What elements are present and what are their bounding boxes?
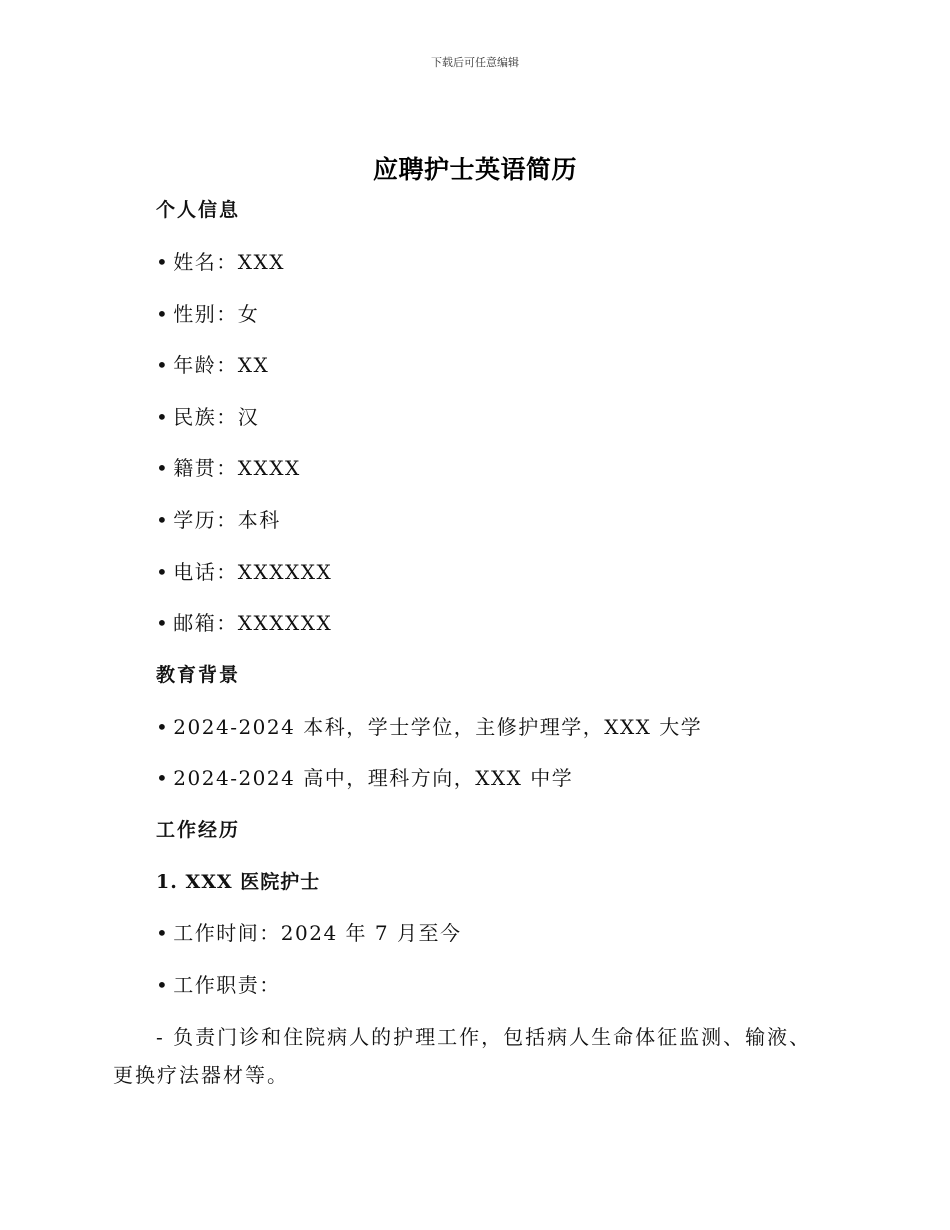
bullet-mark: • xyxy=(156,508,170,532)
bullet-mark: • xyxy=(156,715,170,739)
bullet-mark: • xyxy=(156,405,170,429)
personal-info-item: • 姓名：XXX xyxy=(156,250,286,274)
personal-info-item: • 学历：本科 xyxy=(156,508,281,532)
education-item: • 2024-2024 本科，学士学位，主修护理学，XXX 大学 xyxy=(156,715,703,739)
personal-info-item: • 年龄：XX xyxy=(156,353,270,377)
personal-info-item: • 籍贯：XXXX xyxy=(156,456,301,480)
bullet-mark: • xyxy=(156,973,170,997)
bullet-mark: • xyxy=(156,353,170,377)
bullet-mark: • xyxy=(156,921,170,945)
job-title: 1. XXX 医院护士 xyxy=(156,871,321,893)
personal-info-item: • 电话：XXXXXX xyxy=(156,560,333,584)
bullet-mark: • xyxy=(156,560,170,584)
work-detail-item: • 工作时间：2024 年 7 月至今 xyxy=(156,921,462,945)
personal-info-item: • 民族：汉 xyxy=(156,405,260,429)
section-heading-personal: 个人信息 xyxy=(156,199,241,221)
bullet-mark: • xyxy=(156,250,170,274)
bullet-mark: • xyxy=(156,456,170,480)
personal-info-item: • 邮箱：XXXXXX xyxy=(156,611,333,635)
duty-paragraph: - 负责门诊和住院病人的护理工作，包括病人生命体征监测、输液、更换疗法器材等。 xyxy=(113,1025,812,1087)
section-heading-work: 工作经历 xyxy=(156,819,241,841)
bullet-mark: • xyxy=(156,766,170,790)
document-title: 应聘护士英语简历 xyxy=(372,155,577,184)
education-item: • 2024-2024 高中，理科方向，XXX 中学 xyxy=(156,766,574,790)
personal-info-item: • 性别：女 xyxy=(156,302,260,326)
work-detail-item: • 工作职责： xyxy=(156,973,281,997)
header-note: 下载后可任意编辑 xyxy=(431,56,519,69)
section-heading-education: 教育背景 xyxy=(156,664,241,686)
bullet-mark: • xyxy=(156,611,170,635)
bullet-mark: • xyxy=(156,302,170,326)
